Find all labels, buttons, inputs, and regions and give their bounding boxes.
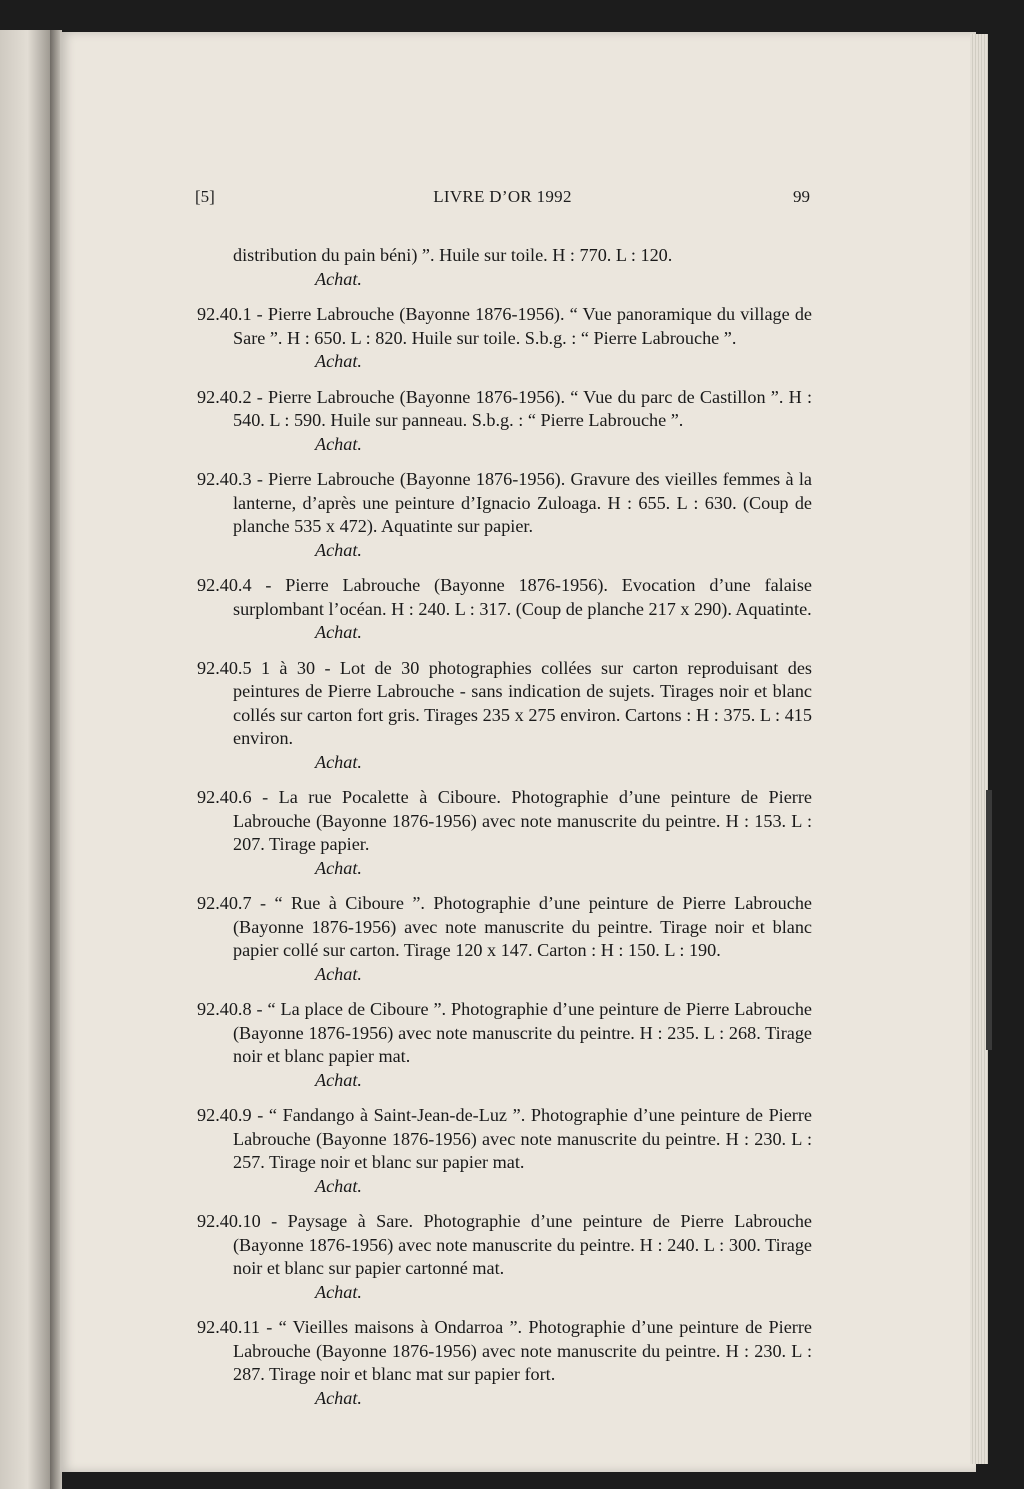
entry-acquisition: Achat. [315, 622, 362, 642]
catalogue-entry [197, 468, 812, 562]
entry-acquisition: Achat. [315, 433, 362, 454]
catalogue-entry [197, 1104, 812, 1198]
entry-acquisition: Achat. [315, 268, 362, 289]
entry-acquisition: Achat. [315, 751, 362, 772]
entry-text: 92.40.6 - La rue Pocalette à Ciboure. Photographie d’une peinture de Pierre Labrouche (Bayonne 1876-1956) avec note manuscrite du peintre. H : 153. L : 207. Tirage papier. [197, 787, 812, 854]
page-number: 99 [793, 187, 810, 206]
entry-acquisition: Achat. [315, 1281, 362, 1302]
entry-text: 92.40.3 - Pierre Labrouche (Bayonne 1876-1956). Gravure des vieilles femmes à la lanterne, d’après une peinture d’Ignacio Zuloaga. H : 655. L : 630. (Coup de planche 535 x 472). Aquatinte sur papier. [197, 469, 812, 536]
running-title: LIVRE D’OR 1992 [433, 187, 572, 206]
catalogue-entry [197, 303, 812, 374]
entry-text: 92.40.4 - Pierre Labrouche (Bayonne 1876-1956). Evocation d’une falaise surplombant l’océan. H : 240. L : 317. (Coup de planche 217 x 290). Aquatinte. [197, 575, 812, 619]
catalogue-entry [197, 998, 812, 1092]
catalogue-entry [197, 1316, 812, 1410]
page-edge-shadow [986, 790, 992, 1050]
entry-text: 92.40.10 - Paysage à Sare. Photographie d’une peinture de Pierre Labrouche (Bayonne 1876-1956) avec note manuscrite du peintre. H : 240. L : 300. Tirage noir et blanc sur papier cartonné mat. [197, 1211, 812, 1278]
catalogue-entry [197, 786, 812, 880]
catalogue-entry [197, 892, 812, 986]
entry-text: 92.40.1 - Pierre Labrouche (Bayonne 1876-1956). “ Vue panoramique du village de Sare ”. H : 650. L : 820. Huile sur toile. S.b.g. : “ Pierre Labrouche ”. [197, 304, 812, 348]
section-number: [5] [195, 187, 215, 206]
catalogue-entry [197, 1210, 812, 1304]
catalogue-entry [197, 386, 812, 457]
entry-text: 92.40.9 - “ Fandango à Saint-Jean-de-Luz ”. Photographie d’une peinture de Pierre Labrouche (Bayonne 1876-1956) avec note manuscrite du peintre. H : 230. L : 257. Tirage noir et blanc sur papier mat. [197, 1105, 812, 1172]
catalogue-entry [197, 244, 812, 291]
entry-text: 92.40.7 - “ Rue à Ciboure ”. Photographie d’une peinture de Pierre Labrouche (Bayonne 1876-1956) avec note manuscrite du peintre. Tirage noir et blanc papier collé sur carton. Tirage 120 x 147. Carton : H : 150. L : 190. [197, 893, 812, 960]
entry-text: 92.40.11 - “ Vieilles maisons à Ondarroa ”. Photographie d’une peinture de Pierre Labrouche (Bayonne 1876-1956) avec note manuscrite du peintre. H : 230. L : 287. Tirage noir et blanc mat sur papier fort. [197, 1317, 812, 1384]
catalogue-entries [197, 244, 812, 1422]
entry-text: distribution du pain béni) ”. Huile sur toile. H : 770. L : 120. [233, 245, 673, 265]
page-header [195, 187, 810, 211]
entry-acquisition: Achat. [315, 963, 362, 984]
entry-acquisition: Achat. [315, 857, 362, 878]
left-page-edge [0, 30, 50, 1489]
entry-acquisition: Achat. [315, 1175, 362, 1196]
entry-acquisition: Achat. [315, 351, 362, 371]
entry-text: 92.40.8 - “ La place de Ciboure ”. Photographie d’une peinture de Pierre Labrouche (Bayonne 1876-1956) avec note manuscrite du peintre. H : 235. L : 268. Tirage noir et blanc papier mat. [197, 999, 812, 1066]
entry-text: 92.40.5 1 à 30 - Lot de 30 photographies collées sur carton reproduisant des peintures de Pierre Labrouche - sans indication de sujets. Tirages noir et blanc collés sur carton fort gris. Tirages 235 x 275 environ. Cartons : H : 375. L : 415 environ. [197, 657, 812, 748]
entry-acquisition: Achat. [315, 1387, 362, 1408]
entry-text: 92.40.2 - Pierre Labrouche (Bayonne 1876-1956). “ Vue du parc de Castillon ”. H : 540. L : 590. Huile sur panneau. S.b.g. : “ Pierre Labrouche ”. [197, 386, 812, 430]
page-stack-edge [970, 34, 988, 1464]
entry-acquisition: Achat. [315, 539, 362, 560]
catalogue-entry [197, 574, 812, 645]
entry-acquisition: Achat. [315, 1069, 362, 1090]
catalogue-entry [197, 657, 812, 775]
